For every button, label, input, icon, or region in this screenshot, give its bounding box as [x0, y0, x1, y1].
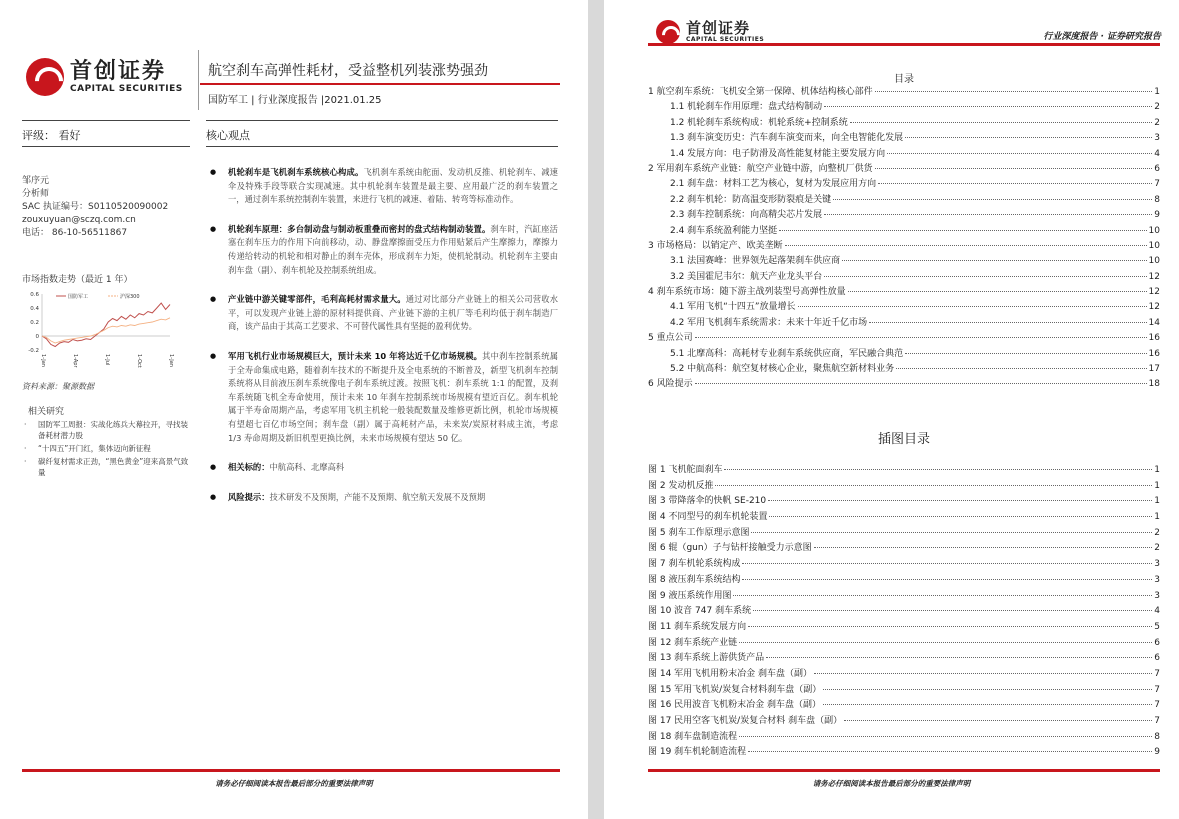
- figure-leader-dots: [715, 485, 1152, 486]
- toc-leader-dots: [695, 337, 1147, 338]
- toc-page-number: 18: [1148, 379, 1160, 390]
- chart-source: 资料来源：聚源数据: [22, 382, 94, 391]
- figure-page-number: 3: [1154, 590, 1160, 601]
- toc-leader-dots: [695, 383, 1147, 384]
- figure-entry-title: 图 8 液压刹车系统结构: [648, 574, 741, 585]
- figure-leader-dots: [739, 736, 1152, 737]
- toc-page-number: 1: [1154, 87, 1160, 97]
- figure-entry-title: 图 19 刹车机轮制造流程: [648, 747, 747, 758]
- viewpoint-item: [210, 461, 558, 475]
- toc-leader-dots: [869, 322, 1146, 323]
- toc-page-number: 16: [1148, 333, 1160, 344]
- viewpoint-headline: 机轮刹车原理：多台制动盘与制动板重叠而密封的盘式结构制动装置。: [228, 223, 491, 234]
- figure-leader-dots: [733, 595, 1152, 596]
- figure-page-number: 7: [1154, 716, 1160, 726]
- toc-page-number: 7: [1154, 179, 1160, 190]
- figure-leader-dots: [766, 657, 1152, 658]
- y-tick-label: -0.2: [28, 348, 39, 354]
- figure-leader-dots: [823, 704, 1152, 705]
- toc-entry-title: 5.1 北摩高科：高耗材专业刹车系统供应商，军民融合典范: [670, 348, 904, 359]
- toc-section-entry[interactable]: [648, 376, 1160, 391]
- figure-page-number: 6: [1154, 637, 1160, 648]
- page-gutter: [588, 0, 604, 819]
- toc-page-number: 12: [1148, 302, 1160, 313]
- toc-entry-title: 4.2 军用飞机刹车系统需求：未来十年近千亿市场: [670, 317, 868, 328]
- figure-entry[interactable]: [648, 635, 1160, 651]
- toc-leader-dots: [833, 199, 1152, 200]
- toc-entry-title: 2.4 刹车系统盈利能力坚挺: [670, 225, 778, 236]
- toc-leader-dots: [824, 276, 1146, 277]
- figure-entry-title: 图 13 刹车系统上游供货产品: [648, 653, 765, 664]
- toc-entry-title: 3.1 法国赛峰：世界领先起落架刹车供应商: [670, 256, 841, 267]
- figure-entry[interactable]: [648, 556, 1160, 572]
- report-cover-page: [0, 0, 588, 819]
- toc-entry-title: 1.3 刹车演变历史：汽车刹车演变而来，向全电智能化发展: [670, 133, 904, 144]
- toc-subsection-entry[interactable]: [648, 115, 1160, 130]
- chart-title: 市场指数走势（最近 1 年）: [22, 275, 133, 285]
- related-research-item[interactable]: · “十四五”开门红，集体迈向新征程: [22, 443, 192, 454]
- figure-entry-title: 图 11 刹车系统发展方向: [648, 621, 747, 632]
- toc-entry-title: 1 航空刹车系统：飞机安全第一保障、机体结构核心部件: [648, 87, 873, 97]
- figure-leader-dots: [823, 689, 1152, 690]
- rating-bottom-rule: [22, 146, 190, 147]
- series-line-csi300: [42, 318, 170, 343]
- figure-entry-title: 图 7 刹车机轮系统构成: [648, 559, 741, 570]
- figure-entry[interactable]: [648, 462, 1160, 478]
- toc-page-number: 10: [1148, 225, 1160, 236]
- viewpoint-item: [210, 491, 558, 505]
- x-tick-label: 1-Jan: [168, 354, 174, 367]
- figure-leader-dots: [814, 673, 1152, 674]
- toc-entry-title: 2.3 刹车控制系统：向高精尖芯片发展: [670, 210, 823, 221]
- viewpoint-item: [210, 293, 558, 334]
- figure-leader-dots: [742, 579, 1152, 580]
- figure-entry[interactable]: [648, 525, 1160, 541]
- related-research-item[interactable]: · 国防军工周报：实战化练兵大幕拉开，寻找装备耗材潜力股: [22, 419, 192, 441]
- toc-page-number: 10: [1148, 240, 1160, 251]
- viewpoint-headline: 产业链中游关键零部件，毛利高耗材需求量大。: [228, 294, 406, 305]
- figure-entry-title: 图 12 刹车系统产业链: [648, 637, 738, 648]
- related-research-heading: 相关研究: [28, 407, 65, 417]
- toc-entry-title: 5.2 中航高科：航空复材核心企业，聚焦航空新材料业务: [670, 364, 895, 375]
- legend-label: 国防军工: [68, 294, 89, 300]
- toc-heading: 目录: [894, 74, 914, 85]
- toc-section-entry[interactable]: [648, 284, 1160, 299]
- figure-page-number: 1: [1154, 465, 1160, 475]
- figure-leader-dots: [748, 626, 1152, 627]
- toc-entry-title: 2 军用刹车系统产业链：航空产业链中游，向整机厂供货: [648, 163, 873, 174]
- viewpoint-item: [210, 223, 558, 277]
- toc-entry-title: 1.2 机轮刹车系统构成：机轮系统+控制系统: [670, 117, 848, 128]
- x-tick-label: 1-Oct: [136, 354, 142, 368]
- analyst-phone: 电话： 86-10-56511867: [22, 228, 128, 238]
- related-research-item[interactable]: · 碳纤复材需求正劲，“黑色黄金”迎来高景气致量: [22, 456, 192, 478]
- toc-subsection-entry[interactable]: [648, 361, 1160, 376]
- toc-page-number: 10: [1148, 256, 1160, 267]
- footer-rule: [648, 769, 1160, 772]
- toc-section-entry[interactable]: [648, 161, 1160, 176]
- figure-page-number: 4: [1154, 606, 1160, 617]
- toc-leader-dots: [905, 353, 1146, 354]
- y-tick-label: 0: [35, 334, 39, 340]
- toc-leader-dots: [798, 306, 1147, 307]
- toc-entry-title: 6 风险提示: [648, 379, 693, 390]
- figure-leader-dots: [748, 751, 1152, 752]
- toc-page-number: 3: [1154, 133, 1160, 144]
- figure-entry-title: 图 15 军用飞机炭/炭复合材料刹车盘（副）: [648, 684, 822, 695]
- viewpoint-body: 其中刹车控制系统属于全寿命集成电路，随着刹车技术的不断提升及全电系统的不断普及，新型飞机刹车控制系统将从目前液压刹车系统像电子刹车系统过渡。按照飞机：刹车系统 1:1 的配置，及刹车系统随飞机全寿命使用，预计未来 10 年刹车控制系统市场规模有望近百亿。刹车机轮属于半寿命周期产品，考虑军用飞机主机轮一般装配数量及维修更新比例，机轮市场规模有望超七百亿市场空间；刹车盘（副）属于高耗材产品，未来炭/炭原材料成主流，考虑 1/3 寿命周期及新旧机型更换比例，未来市场规模有望达 50 亿。: [228, 350, 558, 443]
- figure-page-number: 7: [1154, 684, 1160, 695]
- toc-leader-dots: [887, 153, 1152, 154]
- logo-name-cn: 首创证券: [70, 58, 167, 84]
- figure-entry[interactable]: [648, 478, 1160, 494]
- figure-entry-title: 图 14 军用飞机用粉末冶金 刹车盘（副）: [648, 668, 813, 679]
- figure-entry[interactable]: [648, 509, 1160, 525]
- toc-entry-title: 3.2 美国霍尼韦尔：航天产业龙头平台: [670, 271, 823, 282]
- toc-subsection-entry[interactable]: [648, 207, 1160, 222]
- report-type-label: 行业深度报告 · 证券研究报告: [1043, 32, 1161, 42]
- y-tick-label: 0.6: [30, 292, 39, 298]
- figure-page-number: 2: [1154, 543, 1160, 554]
- core-viewpoints: [210, 166, 558, 520]
- figure-entry[interactable]: [648, 729, 1160, 745]
- figure-entry[interactable]: [648, 603, 1160, 619]
- toc-subsection-entry[interactable]: [648, 192, 1160, 207]
- figure-entry-title: 图 18 刹车盘制造流程: [648, 731, 738, 742]
- figure-entry-title: 图 16 民用波音飞机粉末冶金 刹车盘（副）: [648, 700, 822, 711]
- related-research-list: [22, 419, 192, 480]
- viewpoint-headline: 相关标的：: [228, 462, 270, 473]
- logo-mark-icon: [656, 20, 680, 44]
- toc-section-entry[interactable]: [648, 238, 1160, 253]
- figure-leader-dots: [751, 532, 1152, 533]
- legend-label: 沪深300: [120, 294, 140, 300]
- toc-leader-dots: [875, 91, 1153, 92]
- viewpoint-body: 技术研发不及预期，产能不及预期、航空航天发展不及预期: [269, 491, 486, 502]
- figure-entry[interactable]: [648, 713, 1160, 729]
- figure-page-number: 3: [1154, 559, 1160, 570]
- toc-leader-dots: [905, 137, 1152, 138]
- viewpoint-heading: 核心观点: [206, 129, 250, 142]
- figure-entry-title: 图 4 不同型号的刹车机轮装置: [648, 512, 768, 523]
- figure-page-number: 7: [1154, 700, 1160, 711]
- figures-list: [648, 462, 1160, 760]
- toc-leader-dots: [824, 106, 1152, 107]
- figure-leader-dots: [742, 563, 1152, 564]
- figure-page-number: 1: [1154, 512, 1160, 523]
- figure-page-number: 6: [1154, 653, 1160, 664]
- toc-entry-title: 3 市场格局：以销定产、欧美垄断: [648, 240, 783, 251]
- market-index-chart: [22, 288, 174, 380]
- figure-page-number: 8: [1154, 731, 1160, 742]
- toc-subsection-entry[interactable]: [648, 346, 1160, 361]
- viewpoint-item: [210, 350, 558, 445]
- viewpoint-headline: 风险提示：: [228, 491, 270, 502]
- toc-leader-dots: [848, 291, 1147, 292]
- toc-leader-dots: [824, 214, 1152, 215]
- toc-section-entry[interactable]: [648, 84, 1160, 99]
- analyst-sac: SAC 执证编号：S0110520090002: [22, 202, 169, 212]
- company-logo: [26, 58, 183, 96]
- analyst-email[interactable]: zouxuyuan@sczq.com.cn: [22, 215, 136, 225]
- toc-page-number: 4: [1154, 148, 1160, 159]
- toc-entry-title: 2.1 刹车盘：材料工艺为核心，复材为发展应用方向: [670, 179, 877, 190]
- viewpoint-body: 通过对比部分产业链上的相关公司营收水平，可以发现产业链上游的原材料提供商、产业链下游的主机厂等毛利均低于刹车制造厂商，该产品由于其高工艺要求、不可替代属性具有坚挺的盈利优势。: [228, 294, 558, 332]
- toc-entry-title: 4 刹车系统市场：随下游主战列装型号高弹性放量: [648, 287, 846, 298]
- figure-entry-title: 图 9 液压系统作用图: [648, 590, 732, 601]
- report-subtitle: 国防军工 | 行业深度报告 |2021.01.25: [208, 95, 382, 106]
- toc-section-entry[interactable]: [648, 330, 1160, 345]
- toc-leader-dots: [875, 168, 1153, 169]
- analyst-name: 邹序元: [22, 176, 50, 186]
- toc-subsection-entry[interactable]: [648, 269, 1160, 284]
- figure-page-number: 1: [1154, 480, 1160, 491]
- figure-entry[interactable]: [648, 697, 1160, 713]
- legal-notice-footer: 请务必仔细阅读本报告最后部分的重要法律声明: [812, 779, 971, 788]
- figure-entry[interactable]: [648, 493, 1160, 509]
- figure-page-number: 7: [1154, 668, 1160, 679]
- figure-leader-dots: [739, 642, 1152, 643]
- toc-subsection-entry[interactable]: [648, 176, 1160, 191]
- toc-entry-title: 5 重点公司: [648, 333, 693, 344]
- figure-entry[interactable]: [648, 572, 1160, 588]
- viewpoint-body: 刹车时，汽缸座活塞在刹车压力的作用下向前移动，动、静盘摩擦面受压力作用贴紧后产生摩擦力，摩擦力传递给转动的机轮和相对静止的刹车壳体，形成刹车力矩，使机轮制动。机轮刹车主要由刹车盘（副）、刹车机轮及控制系统组成。: [228, 223, 558, 275]
- x-tick-label: 1-Apr: [72, 354, 78, 368]
- figure-page-number: 3: [1154, 574, 1160, 585]
- toc-subsection-entry[interactable]: [648, 223, 1160, 238]
- toc-page-number: 12: [1148, 287, 1160, 298]
- toc-subsection-entry[interactable]: [648, 253, 1160, 268]
- analyst-info: [22, 175, 168, 240]
- toc-page-number: 12: [1148, 271, 1160, 282]
- figure-entry[interactable]: [648, 744, 1160, 760]
- figure-leader-dots: [768, 500, 1152, 501]
- figure-entry-title: 图 1 飞机舵面刹车: [648, 465, 723, 475]
- figure-page-number: 1: [1154, 496, 1160, 507]
- x-tick-label: 1-Jul: [104, 354, 110, 366]
- figure-entry-title: 图 5 刹车工作原理示意图: [648, 527, 750, 538]
- toc-page-number: 16: [1148, 348, 1160, 359]
- toc-leader-dots: [842, 260, 1146, 261]
- toc-subsection-entry[interactable]: [648, 130, 1160, 145]
- figure-leader-dots: [769, 516, 1152, 517]
- toc-leader-dots: [850, 122, 1153, 123]
- logo-name-en: CAPITAL SECURITIES: [70, 83, 183, 94]
- toc-leader-dots: [896, 368, 1146, 369]
- toc-entry-title: 1.4 发展方向：电子防滑及高性能复材能主要发展方向: [670, 148, 886, 159]
- figure-entry[interactable]: [648, 666, 1160, 682]
- figure-page-number: 5: [1154, 621, 1160, 632]
- toc-leader-dots: [785, 245, 1147, 246]
- figure-entry-title: 图 2 发动机反推: [648, 480, 714, 491]
- rating: 评级： 看好: [22, 129, 81, 142]
- footer-rule: [22, 769, 560, 772]
- toc-page-number: 2: [1154, 117, 1160, 128]
- toc-subsection-entry[interactable]: [648, 299, 1160, 314]
- legal-notice-footer: 请务必仔细阅读本报告最后部分的重要法律声明: [215, 779, 373, 788]
- figures-heading: 插图目录: [877, 432, 930, 447]
- figure-entry[interactable]: [648, 540, 1160, 556]
- toc-page-number: 17: [1148, 364, 1160, 375]
- toc-page-number: 6: [1154, 163, 1160, 174]
- x-tick-label: 1-Jan: [40, 354, 46, 367]
- toc-subsection-entry[interactable]: [648, 315, 1160, 330]
- viewpoint-body: 中航高科、北摩高科: [269, 462, 345, 473]
- toc-page-number: 9: [1154, 210, 1160, 221]
- figure-leader-dots: [814, 547, 1153, 548]
- figure-leader-dots: [724, 469, 1152, 470]
- logo-mark-icon: [26, 58, 64, 96]
- viewpoint-headline: 机轮刹车是飞机刹车系统核心构成。: [228, 167, 364, 177]
- y-tick-label: 0.2: [30, 320, 39, 326]
- report-title: 航空刹车高弹性耗材，受益整机列装涨势强劲: [208, 63, 488, 79]
- figure-entry[interactable]: [648, 650, 1160, 666]
- figure-page-number: 9: [1154, 747, 1160, 758]
- analyst-role: 分析师: [22, 189, 50, 199]
- y-tick-label: 0.4: [30, 306, 39, 312]
- toc-page-number: 14: [1148, 317, 1160, 328]
- figure-entry-title: 图 6 辊（gun）子与钻杆接触受力示意图: [648, 543, 812, 554]
- header-divider: [198, 50, 199, 110]
- toc-subsection-entry[interactable]: [648, 146, 1160, 161]
- figure-entry[interactable]: [648, 588, 1160, 604]
- figure-entry-title: 图 17 民用空客飞机炭/炭复合材料 刹车盘（副）: [648, 716, 843, 726]
- toc-leader-dots: [779, 230, 1146, 231]
- toc-entry-title: 1.1 机轮刹车作用原理：盘式结构制动: [670, 102, 823, 113]
- toc-entry-title: 2.2 刹车机轮：防高温变形防裂痕是关键: [670, 194, 832, 205]
- company-logo: [656, 20, 764, 44]
- series-line-defense: [42, 303, 170, 346]
- figure-leader-dots: [753, 610, 1152, 611]
- figure-page-number: 2: [1154, 527, 1160, 538]
- viewpoint-bottom-rule: [206, 146, 558, 147]
- toc-list: [648, 84, 1160, 392]
- viewpoint-item: [210, 166, 558, 207]
- toc-page-number: 2: [1154, 102, 1160, 113]
- logo-name-cn: 首创证券: [686, 19, 751, 37]
- toc-entry-title: 4.1 军用飞机“十四五”放量增长: [670, 302, 796, 313]
- toc-subsection-entry[interactable]: [648, 99, 1160, 114]
- viewpoint-headline: 军用飞机行业市场规模巨大，预计未来 10 年将达近千亿市场规模。: [228, 350, 483, 361]
- viewpoint-body: 飞机刹车系统由舵面、发动机反推、机轮刹车、减速伞及特殊手段等联合实现减速。其中机轮刹车装置是最主要、应用最广泛的刹车装置之一，通过刹车系统控制刹车装置，来进行飞机的减速、着陆、转弯等标准动作。: [228, 167, 558, 205]
- figure-entry-title: 图 10 波音 747 刹车系统: [648, 606, 752, 617]
- title-underline: [200, 83, 560, 85]
- toc-leader-dots: [878, 183, 1152, 184]
- viewpoint-top-rule: [206, 120, 558, 121]
- figure-entry-title: 图 3 带降落伞的快帆 SE-210: [648, 496, 767, 507]
- figure-entry[interactable]: [648, 682, 1160, 698]
- rating-top-rule: [22, 120, 190, 121]
- figure-leader-dots: [844, 720, 1152, 721]
- toc-page-number: 8: [1154, 194, 1160, 205]
- logo-name-en: CAPITAL SECURITIES: [686, 36, 765, 43]
- table-of-contents-page: [604, 0, 1179, 819]
- header-rule: [648, 43, 1160, 46]
- figure-entry[interactable]: [648, 619, 1160, 635]
